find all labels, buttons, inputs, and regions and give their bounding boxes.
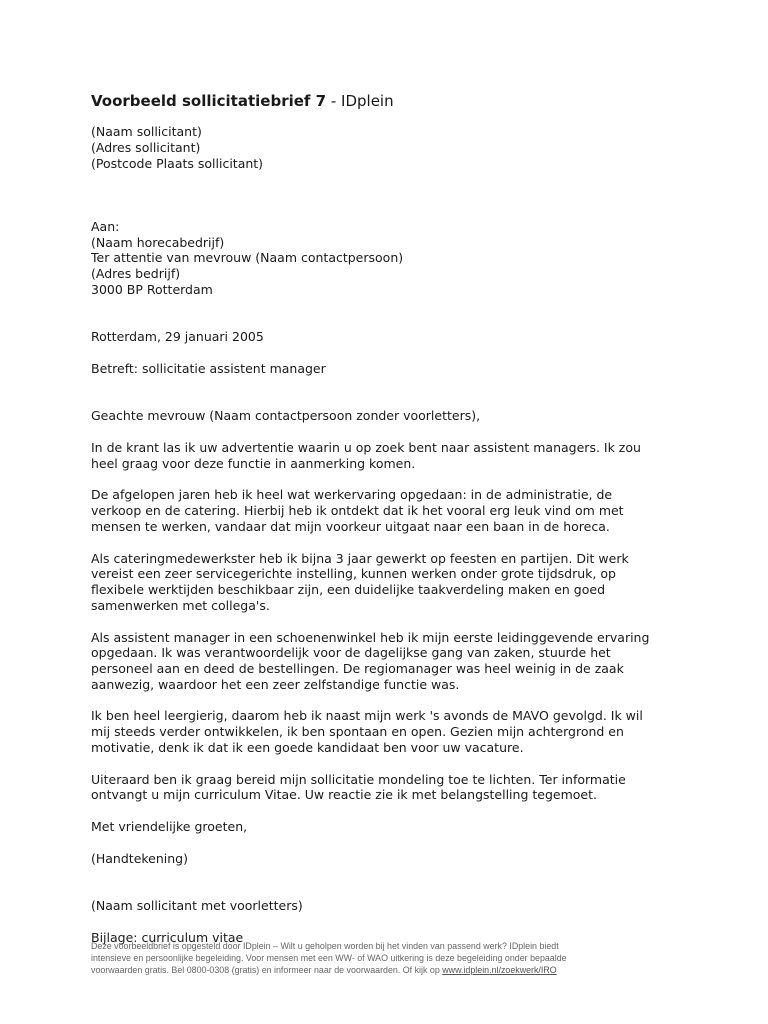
document-title xyxy=(91,91,711,111)
recipient-line: Aan: xyxy=(91,218,120,234)
letter-body xyxy=(91,91,711,945)
sender-block xyxy=(91,124,711,171)
paragraph-line: mensen te werken, vandaar dat mijn voorkeur uitgaat naar een baan in de horeca. xyxy=(91,518,610,534)
recipient-line: (Naam horecabedrijf) xyxy=(91,234,225,250)
paragraph-line: aanwezig, waardoor het een zeer zelfstandige functie was. xyxy=(91,676,460,692)
letter-subject: Betreft: sollicitatie assistent manager xyxy=(91,360,326,376)
footer-link[interactable]: www.idplein.nl/zoekwerk/IRO xyxy=(442,964,557,975)
paragraph xyxy=(91,630,711,693)
footer-line xyxy=(91,965,711,977)
paragraph-line: personeel aan en deed de bestellingen. De regiomanager was heel weinig in de zaak xyxy=(91,661,624,677)
recipient-line: 3000 BP Rotterdam xyxy=(91,281,213,297)
paragraph-line: ontvangt u mijn curriculum Vitae. Uw reactie zie ik met belangstelling tegemoet. xyxy=(91,787,597,803)
paragraph-line: motivatie, denk ik dat ik een goede kandidaat ben voor uw vacature. xyxy=(91,740,524,756)
sender-line: (Postcode Plaats sollicitant) xyxy=(91,155,264,171)
signature-placeholder: (Handtekening) xyxy=(91,850,188,866)
paragraph-line: Uiteraard ben ik graag bereid mijn sollicitatie mondeling toe te lichten. Ter informatie xyxy=(91,771,626,787)
paragraph-line: samenwerken met collega's. xyxy=(91,597,270,613)
paragraph-line: heel graag voor deze functie in aanmerking komen. xyxy=(91,455,416,471)
sender-line: (Adres sollicitant) xyxy=(91,139,201,155)
footer-line: Deze voorbeeldbrief is opgesteld door IDplein – Wilt u geholpen worden bij het vinden van passend werk? IDplein biedt xyxy=(91,941,559,951)
paragraph-line: flexibele werktijden beschikbaar zijn, een duidelijke taakverdeling maken en goed xyxy=(91,582,606,598)
paragraph-line: mij steeds verder ontwikkelen, ik ben spontaan en open. Gezien mijn achtergrond en xyxy=(91,724,624,740)
closing: Met vriendelijke groeten, xyxy=(91,819,248,835)
paragraph xyxy=(91,551,711,614)
paragraph-line: Ik ben heel leergierig, daarom heb ik naast mijn werk 's avonds de MAVO gevolgd. Ik wil xyxy=(91,708,643,724)
paragraph xyxy=(91,708,711,755)
paragraph-line: In de krant las ik uw advertentie waarin u op zoek bent naar assistent managers. Ik zou xyxy=(91,439,641,455)
title-suffix: - IDplein xyxy=(326,92,394,110)
paragraph-line: De afgelopen jaren heb ik heel wat werkervaring opgedaan: in de administratie, de xyxy=(91,487,613,503)
paragraph-line: opgedaan. Ik was verantwoordelijk voor de dagelijkse gang van zaken, stuurde het xyxy=(91,645,611,661)
recipient-block xyxy=(91,219,711,298)
recipient-line: (Adres bedrijf) xyxy=(91,266,181,282)
title-bold: Voorbeeld sollicitatiebrief 7 xyxy=(91,92,327,110)
recipient-line: Ter attentie van mevrouw (Naam contactpersoon) xyxy=(91,250,404,266)
sender-line: (Naam sollicitant) xyxy=(91,124,202,139)
salutation: Geachte mevrouw (Naam contactpersoon zonder voorletters), xyxy=(91,408,481,424)
letter-date: Rotterdam, 29 januari 2005 xyxy=(91,329,264,345)
paragraph-line: Als assistent manager in een schoenenwinkel heb ik mijn eerste leidinggevende ervaring xyxy=(91,629,650,645)
signer-name: (Naam sollicitant met voorletters) xyxy=(91,898,303,914)
attachment-note: Bijlage: curriculum vitae xyxy=(91,929,244,945)
footer-line: intensieve en persoonlijke begeleiding. Voor mensen met een WW- of WAO uitkering is deze begeleiding onder bepaalde xyxy=(91,952,567,963)
footer-text: voorwaarden gratis. Bel 0800-0308 (gratis) en informeer naar de voorwaarden. Of kijk op xyxy=(91,964,443,975)
paragraph xyxy=(91,772,711,804)
footer-note xyxy=(91,941,711,976)
paragraph xyxy=(91,487,711,534)
paragraph-line: verkoop en de catering. Hierbij heb ik ontdekt dat ik het vooral erg leuk vind om met xyxy=(91,503,624,519)
paragraph-line: Als cateringmedewerkster heb ik bijna 3 jaar gewerkt op feesten en partijen. Dit werk xyxy=(91,550,629,566)
paragraph xyxy=(91,440,711,472)
paragraph-line: vereist een zeer servicegerichte instelling, kunnen werken onder grote tijdsdruk, op xyxy=(91,566,616,582)
